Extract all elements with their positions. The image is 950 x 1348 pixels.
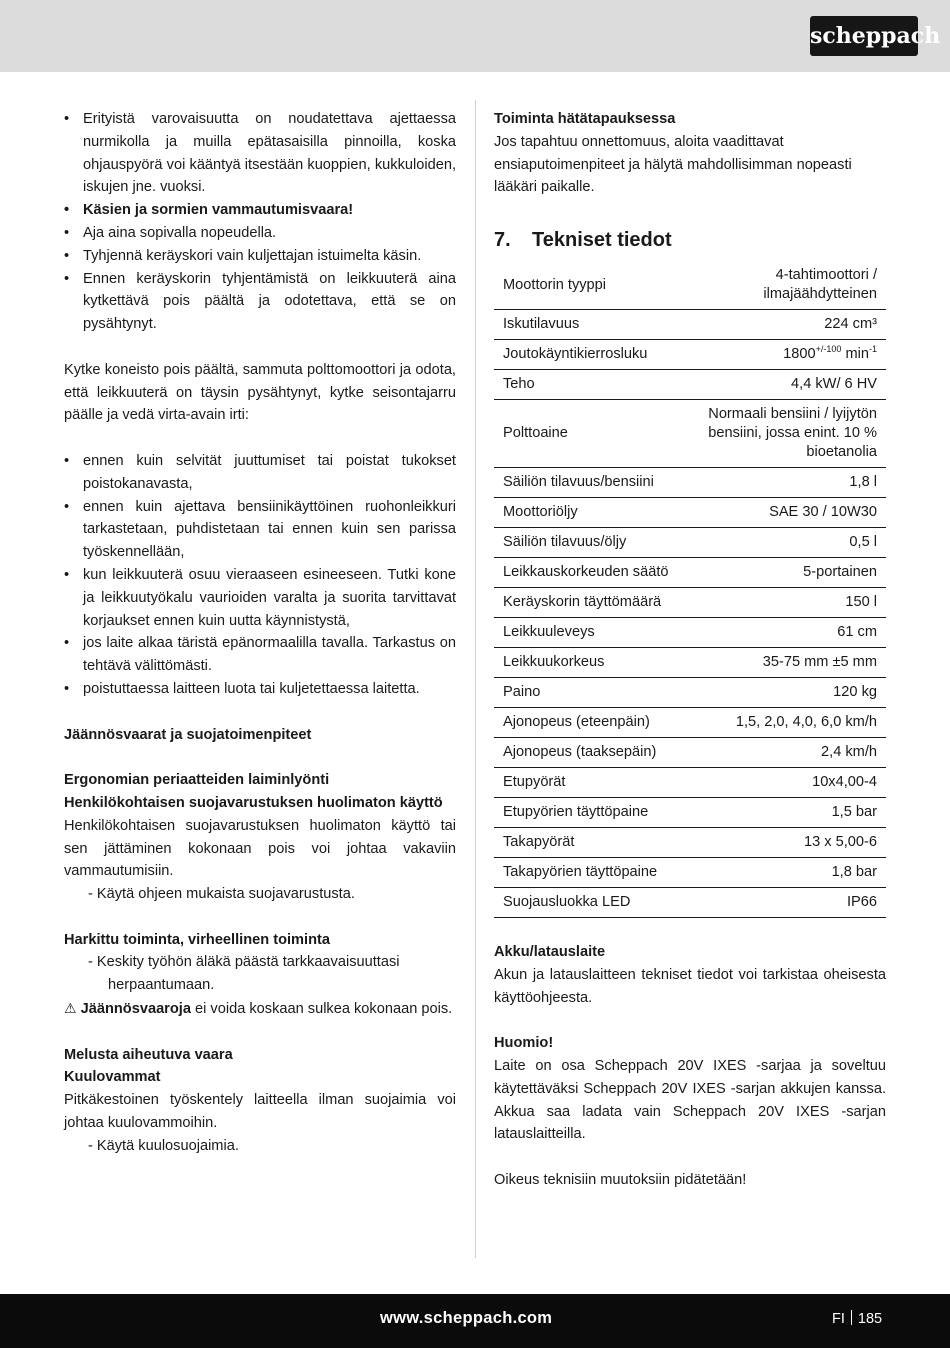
list-item: • Käsien ja sormien vammautumisvaara!: [64, 199, 456, 222]
spec-row: [494, 261, 886, 310]
spec-label: Joutokäyntikierrosluku: [494, 340, 693, 370]
spec-value: 5-portainen: [693, 558, 886, 588]
spec-row: [494, 468, 886, 498]
spec-label: Keräyskorin täyttömäärä: [494, 588, 693, 618]
brand-logo: scheppach: [810, 16, 918, 56]
noise-heading: Melusta aiheutuva vaara: [64, 1046, 233, 1063]
misuse-heading: Harkittu toiminta, virheellinen toiminta: [64, 931, 330, 948]
spec-label: Ajonopeus (taaksepäin): [494, 738, 693, 768]
notice-heading: Huomio!: [494, 1035, 554, 1052]
spec-label: Säiliön tilavuus/öljy: [494, 528, 693, 558]
safety-bullets-2: [64, 450, 456, 701]
spec-label: Paino: [494, 678, 693, 708]
spec-value: 2,4 km/h: [693, 738, 886, 768]
spec-label: Takapyörien täyttöpaine: [494, 858, 693, 888]
spec-value: 1,5 bar: [693, 798, 886, 828]
spec-value: 0,5 l: [693, 528, 886, 558]
spec-label: Moottorin tyyppi: [494, 261, 693, 310]
section-title-text: Tekniset tiedot: [532, 229, 672, 252]
spec-value: SAE 30 / 10W30: [693, 498, 886, 528]
spec-value: $1800^{+/-100}$ $\min^{-1}$: [693, 340, 886, 370]
spec-label: Etupyörien täyttöpaine: [494, 798, 693, 828]
rights-reserved: Oikeus teknisiin muutoksiin pidätetään!: [494, 1171, 747, 1188]
spec-row: [494, 558, 886, 588]
spec-label: Etupyörät: [494, 768, 693, 798]
list-item: • kun leikkuuterä osuu vieraaseen esineeseen. Tutki kone ja leikkuutyökalu vaurioiden varalta ja suorita tarvittavat korjaukset ennen kuin uutta käynnistystä,: [64, 564, 456, 632]
spec-row: [494, 738, 886, 768]
spec-value: 150 l: [693, 588, 886, 618]
spec-row: [494, 828, 886, 858]
spec-row: [494, 618, 886, 648]
spec-value: 1,8 l: [693, 468, 886, 498]
list-item: • Ennen keräyskorin tyhjentämistä on leikkuuterä aina kytkettävä pois päältä ja odotettava, että se on pysähtynyt.: [64, 268, 456, 336]
spec-row: [494, 370, 886, 400]
list-item: • Tyhjennä keräyskori vain kuljettajan istuimelta käsin.: [64, 245, 456, 268]
spec-row: [494, 400, 886, 468]
ergonomics-heading: Ergonomian periaatteiden laiminlyönti: [64, 772, 330, 789]
spec-label: Ajonopeus (eteenpäin): [494, 708, 693, 738]
residual-warning: [64, 997, 456, 1021]
notice-paragraph: Laite on osa Scheppach 20V IXES -sarjaa ja soveltuu käytettäväksi Scheppach 20V IXES -sarjan akkujen kanssa. Akkua saa ladata vain Scheppach 20V IXES -sarjan latauslaitteilla.: [494, 1057, 886, 1143]
spec-table: [494, 261, 886, 918]
section-number: 7.: [494, 229, 511, 252]
language-code: FI: [832, 1311, 845, 1327]
shutdown-paragraph: Kytke koneisto pois päältä, sammuta polttomoottori ja odota, että leikkuuterä on täysin pysähtynyt, kytke seisontajarru päälle ja vedä virta-avain irti:: [64, 361, 456, 424]
misuse-instruction: - Keskity työhön äläkä päästä tarkkaavaisuuttasi: [88, 954, 400, 971]
spec-value: 4,4 kW/ 6 HV: [693, 370, 886, 400]
left-column: [64, 108, 456, 1158]
spec-row: [494, 498, 886, 528]
spec-row: [494, 708, 886, 738]
ppe-instruction: - Käytä ohjeen mukaista suojavarustusta.: [88, 886, 355, 903]
spec-row: [494, 648, 886, 678]
spec-row: [494, 310, 886, 340]
spec-value: 224 cm³: [693, 310, 886, 340]
spec-label: Leikkuuleveys: [494, 618, 693, 648]
spec-value: 13 x 5,00-6: [693, 828, 886, 858]
spec-row: [494, 340, 886, 370]
spec-row: [494, 858, 886, 888]
list-item: • jos laite alkaa täristä epänormaalilla tavalla. Tarkastus on tehtävä välittömästi.: [64, 632, 456, 678]
list-item: • Erityistä varovaisuutta on noudatettava ajettaessa nurmikolla ja muilla epätasaisilla pinnoilla, koska ohjauspyörä voi kääntyä itsestään kuoppien, kukkuloiden, iskujen jne. vuoksi.: [64, 108, 456, 199]
battery-paragraph: Akun ja latauslaitteen tekniset tiedot voi tarkistaa oheisesta käyttöohjeesta.: [494, 966, 886, 1006]
hearing-heading: Kuulovammat: [64, 1069, 161, 1086]
page-number: [832, 1310, 882, 1327]
page-number-value: 185: [857, 1311, 883, 1327]
spec-value: 120 kg: [693, 678, 886, 708]
list-item: • ennen kuin selvität juuttumiset tai poistat tukokset poistokanavasta,: [64, 450, 456, 496]
ppe-heading: Henkilökohtaisen suojavarustuksen huolimaton käyttö: [64, 794, 443, 811]
spec-row: [494, 528, 886, 558]
emergency-paragraph: Jos tapahtuu onnettomuus, aloita vaadittavat ensiaputoimenpiteet ja hälytä mahdollisimman nopeasti lääkäri paikalle.: [494, 133, 852, 196]
residual-warning-bold: Jäännösvaaroja: [80, 1001, 191, 1018]
page-header: [0, 0, 950, 72]
hearing-paragraph: Pitkäkestoinen työskentely laitteella ilman suojaimia voi johtaa kuulovammoihin.: [64, 1092, 456, 1132]
battery-heading: Akku/latauslaite: [494, 943, 606, 960]
spec-label: Suojausluokka LED: [494, 888, 693, 918]
list-item: • Aja aina sopivalla nopeudella.: [64, 222, 456, 245]
spec-row: [494, 768, 886, 798]
spec-label: Leikkauskorkeuden säätö: [494, 558, 693, 588]
safety-bullets-1: [64, 108, 456, 336]
spec-label: Teho: [494, 370, 693, 400]
spec-row: [494, 798, 886, 828]
warning-triangle-icon: ⚠: [64, 1000, 77, 1017]
right-column: [494, 108, 886, 1192]
spec-value: 4-tahtimoottori / ilmajäähdytteinen: [693, 261, 886, 310]
spec-value: 61 cm: [693, 618, 886, 648]
list-item: • poistuttaessa laitteen luota tai kuljetettaessa laitetta.: [64, 678, 456, 701]
spec-label: Iskutilavuus: [494, 310, 693, 340]
spec-label: Polttoaine: [494, 400, 693, 468]
spec-label: Leikkuukorkeus: [494, 648, 693, 678]
spec-value: 35-75 mm ±5 mm: [693, 648, 886, 678]
spec-value: IP66: [693, 888, 886, 918]
spec-value: 1,5, 2,0, 4,0, 6,0 km/h: [693, 708, 886, 738]
misuse-instruction-cont: herpaantumaan.: [108, 977, 215, 994]
spec-label: Moottoriöljy: [494, 498, 693, 528]
spec-value: 1,8 bar: [693, 858, 886, 888]
spec-row: [494, 678, 886, 708]
emergency-heading: Toiminta hätätapauksessa: [494, 111, 676, 127]
list-item: • ennen kuin ajettava bensiinikäyttöinen ruohonleikkuri tarkastetaan, puhdistetaan tai ennen kuin sen parissa työskennellään,: [64, 496, 456, 564]
residual-warning-text: ei voida koskaan sulkea kokonaan pois.: [190, 1001, 453, 1018]
spec-row: [494, 888, 886, 918]
residual-risks-heading: Jäännösvaarat ja suojatoimenpiteet: [64, 726, 312, 743]
website-link[interactable]: www.scheppach.com: [380, 1309, 553, 1327]
ppe-paragraph: Henkilökohtaisen suojavarustuksen huolimaton käyttö tai sen jättäminen kokonaan pois voi johtaa vakaviin vammautumisiin.: [64, 817, 456, 880]
spec-value: 10x4,00-4: [693, 768, 886, 798]
spec-row: [494, 588, 886, 618]
spec-label: Säiliön tilavuus/bensiini: [494, 468, 693, 498]
page-footer: [0, 1294, 950, 1348]
spec-value: Normaali bensiini / lyijytön bensiini, jossa enint. 10 % bioetanolia: [693, 400, 886, 468]
hearing-instruction: - Käytä kuulosuojaimia.: [88, 1137, 239, 1154]
section-title: [494, 227, 886, 253]
column-divider: [475, 100, 476, 1258]
spec-label: Takapyörät: [494, 828, 693, 858]
